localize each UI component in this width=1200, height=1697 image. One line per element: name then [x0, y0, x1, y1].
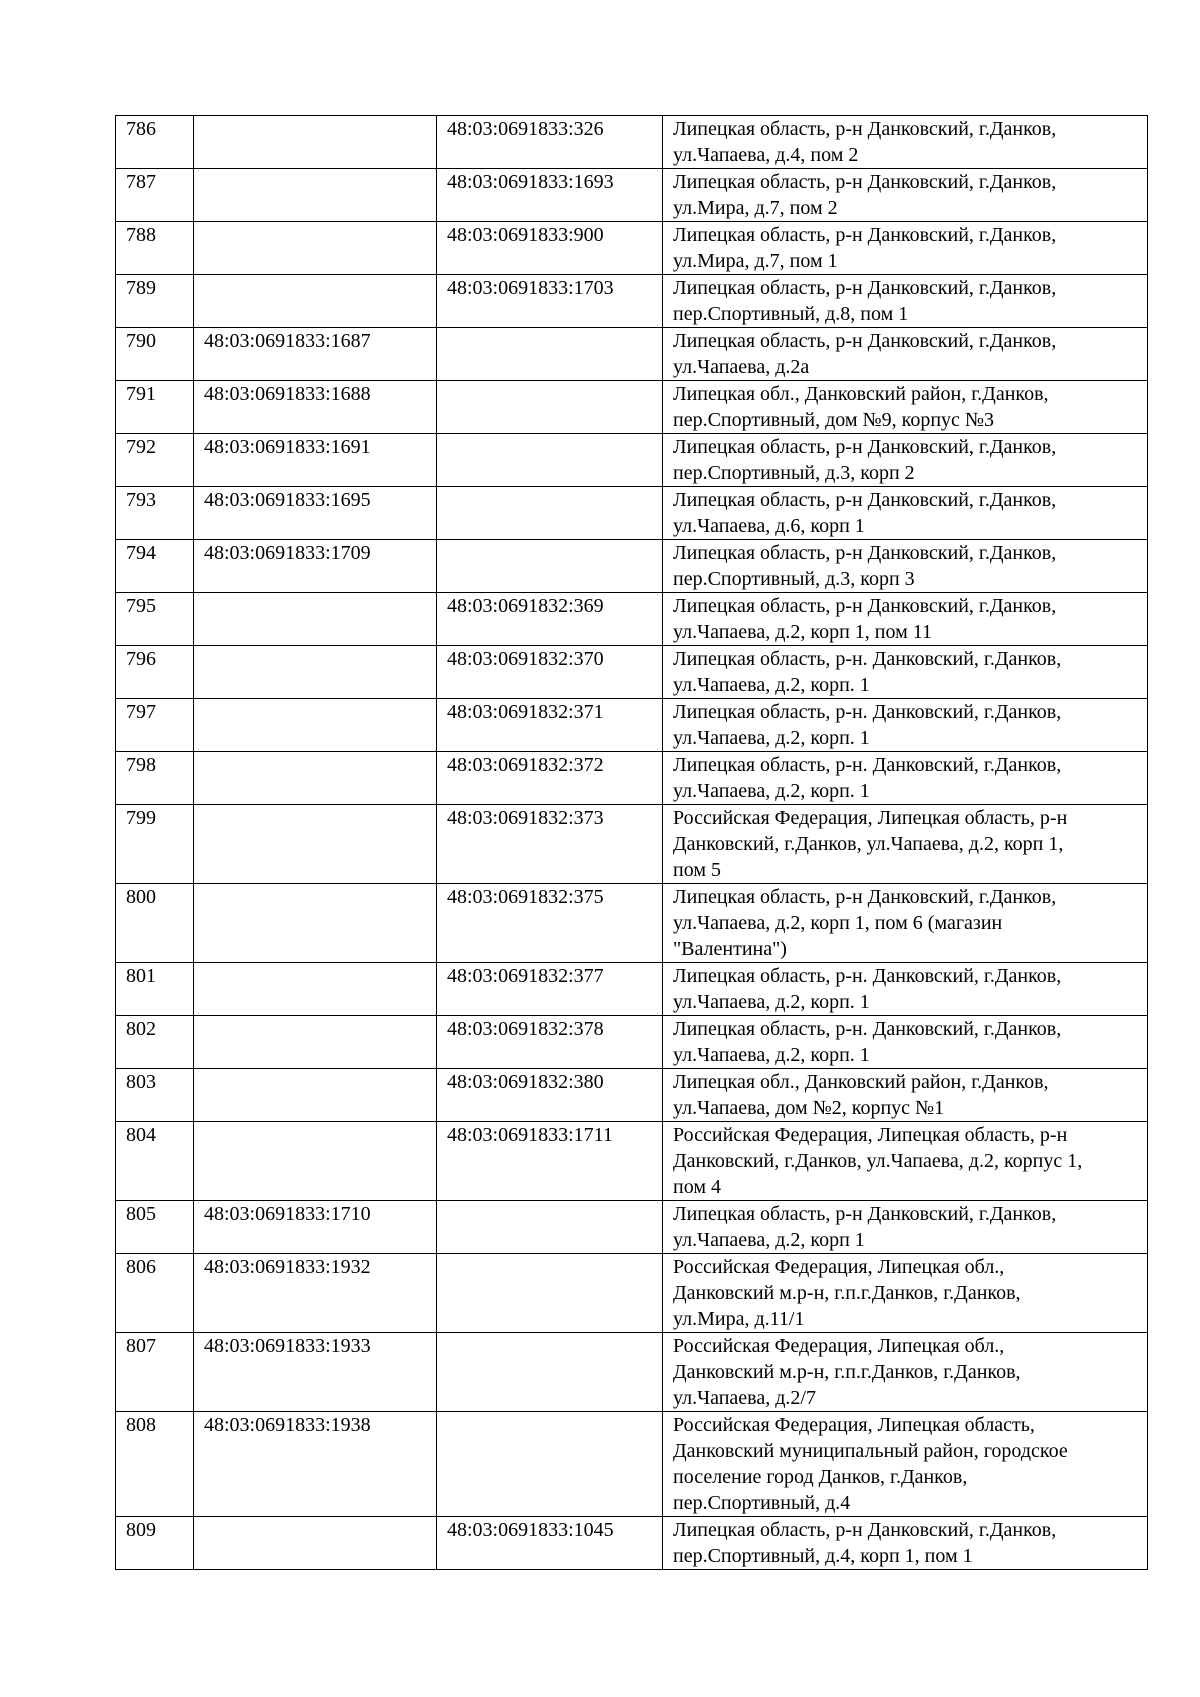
- row-number-cell: 798: [116, 752, 194, 805]
- land-cadastral-number-cell: [194, 699, 437, 752]
- address-cell: Российская Федерация, Липецкая область, р-н Данковский, г.Данков, ул.Чапаева, д.2, корп 1, пом 5: [663, 805, 1148, 884]
- building-cadastral-number-cell: [437, 434, 663, 487]
- land-cadastral-number-cell: 48:03:0691833:1710: [194, 1201, 437, 1254]
- row-number-cell: 789: [116, 275, 194, 328]
- table-row: [116, 1517, 1148, 1570]
- building-cadastral-number-cell: 48:03:0691833:326: [437, 116, 663, 169]
- land-cadastral-number-cell: [194, 963, 437, 1016]
- building-cadastral-number-cell: 48:03:0691833:1711: [437, 1122, 663, 1201]
- address-cell: Липецкая область, р-н Данковский, г.Данков, пер.Спортивный, д.3, корп 2: [663, 434, 1148, 487]
- address-cell: Липецкая область, р-н. Данковский, г.Данков, ул.Чапаева, д.2, корп. 1: [663, 646, 1148, 699]
- table-row: [116, 699, 1148, 752]
- registry-table: [115, 115, 1148, 1570]
- table-row: [116, 805, 1148, 884]
- address-cell: Российская Федерация, Липецкая обл., Данковский м.р-н, г.п.г.Данков, г.Данков, ул.Мира, д.11/1: [663, 1254, 1148, 1333]
- land-cadastral-number-cell: [194, 1517, 437, 1570]
- row-number-cell: 807: [116, 1333, 194, 1412]
- row-number-cell: 805: [116, 1201, 194, 1254]
- table-row: [116, 1412, 1148, 1517]
- building-cadastral-number-cell: [437, 1333, 663, 1412]
- building-cadastral-number-cell: 48:03:0691832:380: [437, 1069, 663, 1122]
- address-cell: Липецкая область, р-н Данковский, г.Данков, ул.Чапаева, д.2, корп 1: [663, 1201, 1148, 1254]
- table-row: [116, 752, 1148, 805]
- row-number-cell: 795: [116, 593, 194, 646]
- address-cell: Липецкая область, р-н Данковский, г.Данков, ул.Чапаева, д.2а: [663, 328, 1148, 381]
- land-cadastral-number-cell: 48:03:0691833:1687: [194, 328, 437, 381]
- address-cell: Липецкая область, р-н Данковский, г.Данков, ул.Мира, д.7, пом 2: [663, 169, 1148, 222]
- land-cadastral-number-cell: 48:03:0691833:1933: [194, 1333, 437, 1412]
- row-number-cell: 801: [116, 963, 194, 1016]
- address-cell: Липецкая область, р-н Данковский, г.Данков, ул.Мира, д.7, пом 1: [663, 222, 1148, 275]
- address-cell: Липецкая область, р-н Данковский, г.Данков, ул.Чапаева, д.2, корп 1, пом 6 (магазин "Валентина"): [663, 884, 1148, 963]
- building-cadastral-number-cell: 48:03:0691832:375: [437, 884, 663, 963]
- address-cell: Российская Федерация, Липецкая область, р-н Данковский, г.Данков, ул.Чапаева, д.2, корпус 1, пом 4: [663, 1122, 1148, 1201]
- table-row: [116, 1201, 1148, 1254]
- land-cadastral-number-cell: 48:03:0691833:1691: [194, 434, 437, 487]
- address-cell: Липецкая область, р-н Данковский, г.Данков, ул.Чапаева, д.4, пом 2: [663, 116, 1148, 169]
- building-cadastral-number-cell: 48:03:0691832:377: [437, 963, 663, 1016]
- table-row: [116, 593, 1148, 646]
- table-row: [116, 1069, 1148, 1122]
- land-cadastral-number-cell: [194, 275, 437, 328]
- row-number-cell: 802: [116, 1016, 194, 1069]
- building-cadastral-number-cell: [437, 381, 663, 434]
- land-cadastral-number-cell: [194, 116, 437, 169]
- row-number-cell: 803: [116, 1069, 194, 1122]
- land-cadastral-number-cell: [194, 646, 437, 699]
- address-cell: Липецкая область, р-н Данковский, г.Данков, пер.Спортивный, д.8, пом 1: [663, 275, 1148, 328]
- land-cadastral-number-cell: 48:03:0691833:1688: [194, 381, 437, 434]
- land-cadastral-number-cell: [194, 222, 437, 275]
- address-cell: Липецкая область, р-н. Данковский, г.Данков, ул.Чапаева, д.2, корп. 1: [663, 752, 1148, 805]
- table-row: [116, 116, 1148, 169]
- land-cadastral-number-cell: [194, 1069, 437, 1122]
- table-row: [116, 381, 1148, 434]
- land-cadastral-number-cell: [194, 593, 437, 646]
- land-cadastral-number-cell: [194, 884, 437, 963]
- building-cadastral-number-cell: 48:03:0691832:371: [437, 699, 663, 752]
- row-number-cell: 786: [116, 116, 194, 169]
- building-cadastral-number-cell: [437, 487, 663, 540]
- row-number-cell: 794: [116, 540, 194, 593]
- table-row: [116, 487, 1148, 540]
- address-cell: Липецкая область, р-н Данковский, г.Данков, ул.Чапаева, д.2, корп 1, пом 11: [663, 593, 1148, 646]
- address-cell: Липецкая обл., Данковский район, г.Данков, пер.Спортивный, дом №9, корпус №3: [663, 381, 1148, 434]
- land-cadastral-number-cell: [194, 1016, 437, 1069]
- registry-table-body: [116, 116, 1148, 1570]
- row-number-cell: 788: [116, 222, 194, 275]
- row-number-cell: 806: [116, 1254, 194, 1333]
- row-number-cell: 800: [116, 884, 194, 963]
- building-cadastral-number-cell: 48:03:0691832:373: [437, 805, 663, 884]
- address-cell: Липецкая область, р-н Данковский, г.Данков, пер.Спортивный, д.3, корп 3: [663, 540, 1148, 593]
- table-row: [116, 169, 1148, 222]
- table-row: [116, 1333, 1148, 1412]
- building-cadastral-number-cell: 48:03:0691832:370: [437, 646, 663, 699]
- address-cell: Российская Федерация, Липецкая область, Данковский муниципальный район, городское поселение город Данков, г.Данков, пер.Спортивный, д.4: [663, 1412, 1148, 1517]
- row-number-cell: 797: [116, 699, 194, 752]
- address-cell: Липецкая область, р-н. Данковский, г.Данков, ул.Чапаева, д.2, корп. 1: [663, 1016, 1148, 1069]
- table-row: [116, 434, 1148, 487]
- row-number-cell: 792: [116, 434, 194, 487]
- row-number-cell: 790: [116, 328, 194, 381]
- address-cell: Российская Федерация, Липецкая обл., Данковский м.р-н, г.п.г.Данков, г.Данков, ул.Чапаева, д.2/7: [663, 1333, 1148, 1412]
- row-number-cell: 809: [116, 1517, 194, 1570]
- row-number-cell: 791: [116, 381, 194, 434]
- row-number-cell: 799: [116, 805, 194, 884]
- land-cadastral-number-cell: [194, 1122, 437, 1201]
- building-cadastral-number-cell: 48:03:0691833:1703: [437, 275, 663, 328]
- row-number-cell: 804: [116, 1122, 194, 1201]
- building-cadastral-number-cell: 48:03:0691832:369: [437, 593, 663, 646]
- address-cell: Липецкая область, р-н. Данковский, г.Данков, ул.Чапаева, д.2, корп. 1: [663, 699, 1148, 752]
- address-cell: Липецкая обл., Данковский район, г.Данков, ул.Чапаева, дом №2, корпус №1: [663, 1069, 1148, 1122]
- row-number-cell: 793: [116, 487, 194, 540]
- land-cadastral-number-cell: [194, 169, 437, 222]
- land-cadastral-number-cell: [194, 805, 437, 884]
- address-cell: Липецкая область, р-н Данковский, г.Данков, пер.Спортивный, д.4, корп 1, пом 1: [663, 1517, 1148, 1570]
- land-cadastral-number-cell: 48:03:0691833:1695: [194, 487, 437, 540]
- building-cadastral-number-cell: 48:03:0691833:1045: [437, 1517, 663, 1570]
- building-cadastral-number-cell: [437, 328, 663, 381]
- building-cadastral-number-cell: 48:03:0691832:378: [437, 1016, 663, 1069]
- building-cadastral-number-cell: [437, 540, 663, 593]
- building-cadastral-number-cell: [437, 1201, 663, 1254]
- table-row: [116, 884, 1148, 963]
- land-cadastral-number-cell: 48:03:0691833:1709: [194, 540, 437, 593]
- building-cadastral-number-cell: 48:03:0691833:1693: [437, 169, 663, 222]
- building-cadastral-number-cell: [437, 1254, 663, 1333]
- row-number-cell: 808: [116, 1412, 194, 1517]
- table-row: [116, 1122, 1148, 1201]
- address-cell: Липецкая область, р-н. Данковский, г.Данков, ул.Чапаева, д.2, корп. 1: [663, 963, 1148, 1016]
- building-cadastral-number-cell: [437, 1412, 663, 1517]
- row-number-cell: 796: [116, 646, 194, 699]
- address-cell: Липецкая область, р-н Данковский, г.Данков, ул.Чапаева, д.6, корп 1: [663, 487, 1148, 540]
- table-row: [116, 222, 1148, 275]
- table-row: [116, 1016, 1148, 1069]
- land-cadastral-number-cell: 48:03:0691833:1938: [194, 1412, 437, 1517]
- land-cadastral-number-cell: 48:03:0691833:1932: [194, 1254, 437, 1333]
- table-row: [116, 540, 1148, 593]
- table-row: [116, 275, 1148, 328]
- table-row: [116, 963, 1148, 1016]
- row-number-cell: 787: [116, 169, 194, 222]
- table-row: [116, 646, 1148, 699]
- land-cadastral-number-cell: [194, 752, 437, 805]
- table-row: [116, 1254, 1148, 1333]
- building-cadastral-number-cell: 48:03:0691832:372: [437, 752, 663, 805]
- table-row: [116, 328, 1148, 381]
- building-cadastral-number-cell: 48:03:0691833:900: [437, 222, 663, 275]
